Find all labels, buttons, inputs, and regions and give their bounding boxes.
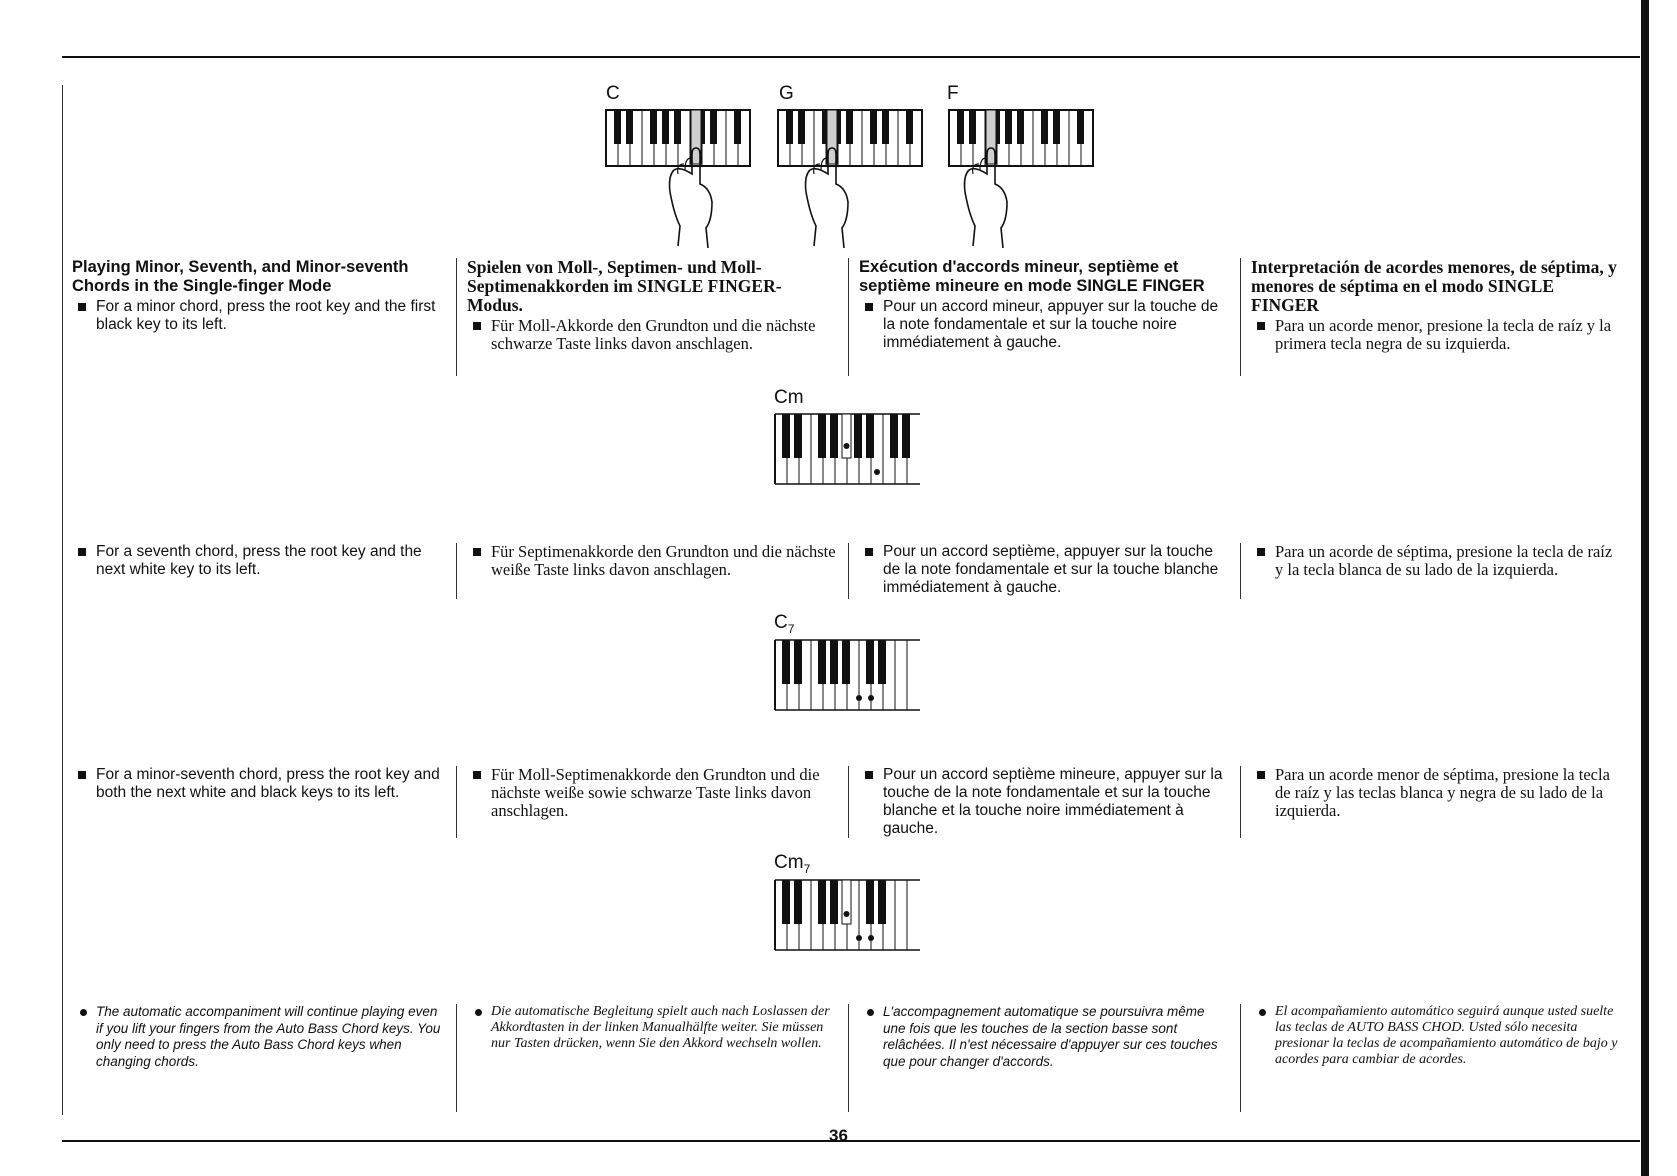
keyboard-cm7	[774, 878, 922, 952]
chord-c7-sub: 7	[787, 621, 795, 636]
minor-seventh-text-fr: Pour un accord septième mineure, appuyer sur la touche de la note fondamentale et sur la touche blanche et la touche noire immédiatement à gauche.	[883, 766, 1223, 837]
seventh-en	[72, 543, 444, 579]
minor-seventh-en	[72, 766, 444, 802]
seventh-text-es: Para un acorde de séptima, presione la tecla de raíz y la tecla blanca de su lado de la izquierda.	[1275, 542, 1613, 579]
intro-fr	[859, 258, 1229, 352]
column-divider	[1240, 1004, 1241, 1112]
bullet-square	[865, 771, 873, 779]
bullet-dot	[867, 1009, 874, 1016]
bullet-square	[473, 548, 481, 556]
heading-es: Interpretación de acordes menores, de séptima, y menores de séptima en el modo SINGLE FINGER	[1251, 257, 1617, 315]
bullet-square	[473, 771, 481, 779]
bullet-dot	[1259, 1009, 1266, 1016]
note-fr	[859, 1004, 1229, 1070]
minor-seventh-de	[467, 766, 837, 820]
note-text-fr: L'accompagnement automatique se poursuivra même une fois que les touches de la section basse sont relâchées. Il n'est nécessaire d'appuyer sur ces touches que pour changer d'accords.	[883, 1004, 1218, 1069]
column-divider	[456, 258, 457, 376]
minor-seventh-es	[1251, 766, 1623, 820]
column-divider	[1240, 543, 1241, 599]
left-margin-line	[62, 85, 63, 1115]
chord-label-cm: Cm	[774, 387, 804, 408]
column-divider	[456, 1004, 457, 1112]
column-divider	[456, 543, 457, 599]
bullet-square	[1257, 322, 1265, 330]
bullet-square	[1257, 771, 1265, 779]
bullet-square	[473, 322, 481, 330]
minor-seventh-fr	[859, 766, 1229, 838]
chord-label-cm7	[774, 852, 810, 880]
chord-label-c: C	[606, 83, 620, 104]
chord-c7-root: C	[774, 612, 788, 633]
column-divider	[456, 766, 457, 838]
top-rule	[62, 56, 1640, 58]
minor-text-de: Für Moll-Akkorde den Grundton und die nächste schwarze Taste links davon anschlagen.	[491, 316, 816, 353]
seventh-text-de: Für Septimenakkorde den Grundton und die nächste weiße Taste links davon anschlagen.	[491, 542, 836, 579]
keyboard-hand-g	[777, 108, 925, 248]
minor-seventh-text-es: Para un acorde menor de séptima, presione la tecla de raíz y las teclas blanca y negra de su lado de la izquierda.	[1275, 765, 1610, 820]
keyboard-hand-f	[948, 108, 1096, 248]
heading-en: Playing Minor, Seventh, and Minor-seventh Chords in the Single-finger Mode	[72, 258, 409, 295]
minor-seventh-text-en: For a minor-seventh chord, press the root key and both the next white and black keys to its left.	[96, 766, 440, 801]
heading-fr: Exécution d'accords mineur, septième et septième mineure en mode SINGLE FINGER	[859, 258, 1205, 295]
keyboard-hand-c	[605, 108, 753, 248]
column-divider	[848, 766, 849, 838]
keyboard-cm	[774, 412, 922, 486]
note-en	[72, 1004, 444, 1070]
note-de	[467, 1004, 835, 1052]
chord-label-f: F	[947, 83, 959, 104]
minor-text-es: Para un acorde menor, presione la tecla de raíz y la primera tecla negra de su izquierda.	[1275, 316, 1612, 353]
bullet-square	[78, 548, 86, 556]
right-page-edge	[1641, 0, 1649, 1176]
seventh-es	[1251, 543, 1623, 579]
column-divider	[848, 1004, 849, 1112]
intro-de	[467, 258, 827, 353]
seventh-fr	[859, 543, 1229, 597]
minor-text-fr: Pour un accord mineur, appuyer sur la touche de la note fondamentale et sur la touche noire immédiatement à gauche.	[883, 298, 1219, 351]
intro-es	[1251, 258, 1623, 353]
seventh-text-fr: Pour un accord septième, appuyer sur la touche de la note fondamentale et sur la touche blanche immédiatement à gauche.	[883, 543, 1219, 596]
note-text-en: The automatic accompaniment will continue playing even if you lift your fingers from the Auto Bass Chord keys. You only need to press the Auto Bass Chord keys when changing chords.	[96, 1004, 441, 1069]
intro-en	[72, 258, 442, 334]
page-number: 36	[829, 1126, 848, 1145]
bullet-square	[78, 303, 86, 311]
chord-cm7-root: Cm	[774, 852, 804, 873]
bullet-square	[78, 771, 86, 779]
column-divider	[1240, 258, 1241, 376]
keyboard-c7	[774, 638, 922, 712]
bullet-square	[865, 303, 873, 311]
note-text-de: Die automatische Begleitung spielt auch nach Loslassen der Akkordtasten in der linken Manualhälfte weiter. Sie müssen nur Tasten drücken, wenn Sie den Akkord wechseln wollen.	[491, 1004, 830, 1051]
column-divider	[1240, 766, 1241, 838]
bullet-dot	[80, 1009, 87, 1016]
chord-label-g: G	[779, 83, 794, 104]
column-divider	[848, 258, 849, 376]
note-es	[1251, 1004, 1623, 1068]
chord-label-c7	[774, 612, 794, 640]
heading-de: Spielen von Moll-, Septimen- und Moll-Septimenakkorden im SINGLE FINGER-Modus.	[467, 257, 782, 315]
bullet-square	[1257, 548, 1265, 556]
chord-cm7-sub: 7	[803, 861, 811, 876]
minor-seventh-text-de: Für Moll-Septimenakkorde den Grundton und die nächste weiße sowie schwarze Taste links davon anschlagen.	[491, 765, 820, 820]
note-text-es: El acompañamiento automático seguirá aunque usted suelte las teclas de AUTO BASS CHOD. Usted sólo necesita presionar la teclas de acompañamiento automático de bajo y acordes para cambiar de acordes.	[1275, 1004, 1618, 1067]
bullet-dot	[475, 1009, 482, 1016]
bullet-square	[865, 548, 873, 556]
seventh-text-en: For a seventh chord, press the root key and the next white key to its left.	[96, 543, 422, 578]
minor-text-en: For a minor chord, press the root key and the first black key to its left.	[96, 298, 436, 333]
column-divider	[848, 543, 849, 599]
seventh-de	[467, 543, 837, 579]
